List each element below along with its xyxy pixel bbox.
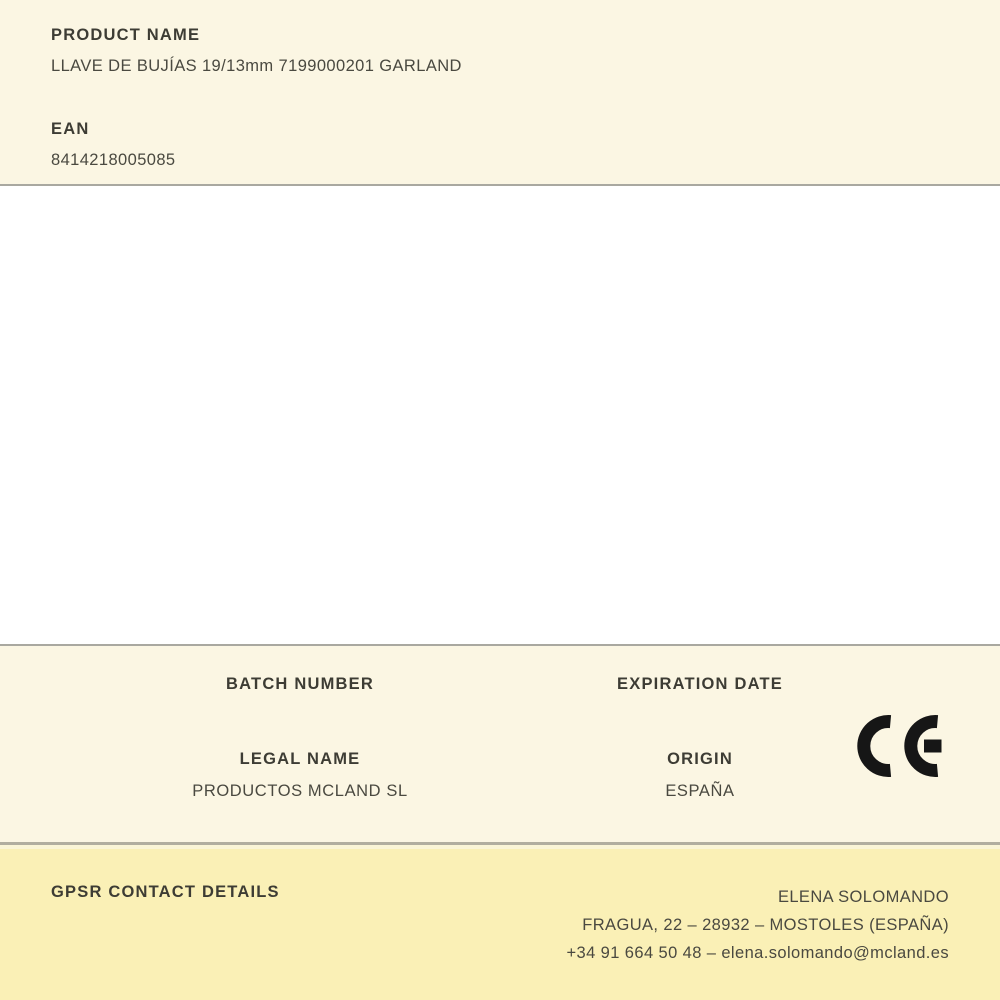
batch-number-field: [100, 675, 500, 694]
contact-address: FRAGUA, 22 – 28932 – MOSTOLES (ESPAÑA): [582, 916, 949, 934]
product-name-field: [51, 26, 950, 76]
product-image-area: [0, 186, 1000, 646]
origin-field: [500, 750, 900, 801]
legal-name-value: PRODUCTOS MCLAND SL: [192, 782, 408, 800]
expiration-date-field: [500, 675, 900, 694]
product-header-section: [0, 0, 1000, 186]
gpsr-contact-lines: [567, 883, 950, 967]
contact-phone-email: +34 91 664 50 48 – elena.solomando@mcland.es: [566, 944, 949, 962]
details-grid: [100, 675, 900, 801]
legal-name-field: [100, 750, 500, 801]
expiration-date-label: EXPIRATION DATE: [617, 675, 783, 693]
ce-marking-icon: [857, 715, 943, 777]
legal-name-label: LEGAL NAME: [239, 750, 361, 768]
gpsr-contact-label: GPSR CONTACT DETAILS: [51, 883, 280, 901]
batch-number-label: BATCH NUMBER: [226, 675, 374, 693]
ean-label: EAN: [51, 120, 90, 138]
origin-label: ORIGIN: [667, 750, 733, 768]
ean-value: 8414218005085: [51, 151, 176, 169]
ean-field: [51, 120, 950, 170]
contact-person: ELENA SOLOMANDO: [777, 888, 949, 906]
gpsr-contact-section: [0, 845, 1000, 1000]
product-name-label: PRODUCT NAME: [51, 26, 201, 44]
product-details-section: [0, 646, 1000, 845]
origin-value: ESPAÑA: [665, 782, 735, 800]
product-name-value: LLAVE DE BUJÍAS 19/13mm 7199000201 GARLAND: [51, 57, 462, 75]
